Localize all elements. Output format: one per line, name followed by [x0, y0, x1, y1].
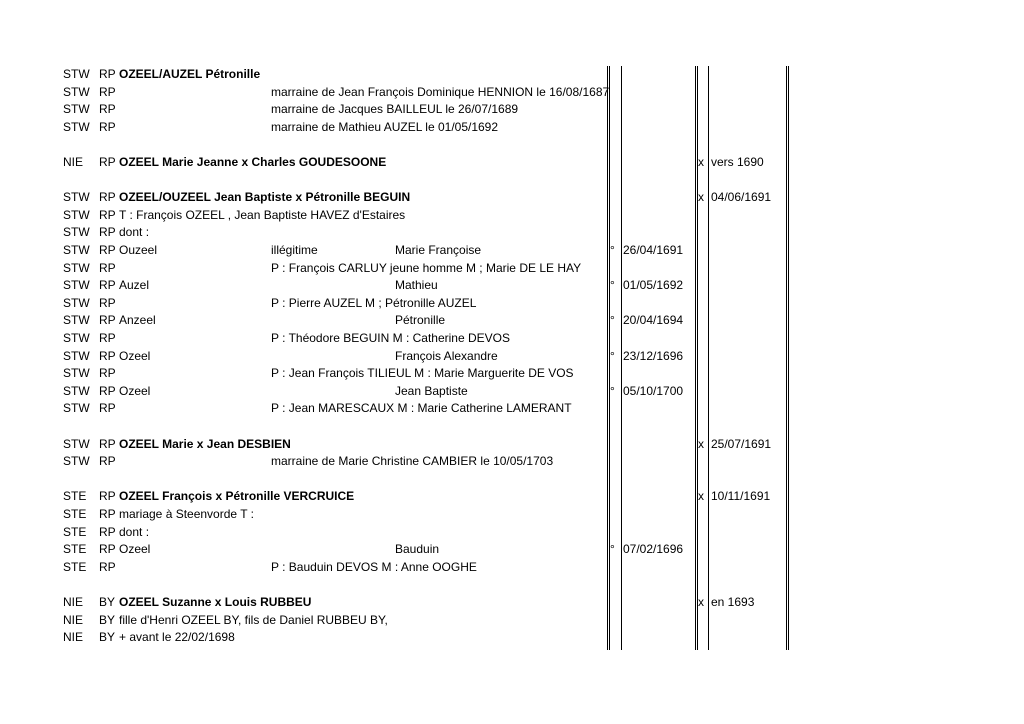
marriage-symbol: x	[698, 489, 704, 504]
record-name: Ouzeel	[119, 243, 158, 257]
record-row	[0, 418, 1024, 435]
record-row	[0, 207, 1024, 224]
marriage-symbol: x	[698, 436, 704, 451]
source-code: RP	[99, 278, 116, 293]
place-code: STW	[63, 366, 90, 381]
place-code: NIE	[63, 630, 84, 645]
record-row	[0, 330, 1024, 347]
place-code: STW	[63, 295, 90, 310]
source-code: RP	[99, 190, 116, 205]
record-row	[0, 295, 1024, 312]
first-name: Jean Baptiste	[395, 383, 468, 398]
source-code: RP	[99, 295, 116, 310]
source-code: RP	[99, 243, 116, 257]
record-row	[0, 172, 1024, 189]
record-detail: P : Jean MARESCAUX M : Marie Catherine LAMERANT	[271, 401, 572, 416]
record-row	[0, 506, 1024, 523]
first-name: Mathieu	[395, 278, 438, 293]
record-row	[0, 84, 1024, 101]
first-name: Bauduin	[395, 542, 440, 557]
record-name: Ozeel	[119, 383, 151, 398]
place-code: STW	[63, 102, 90, 117]
record-row	[0, 119, 1024, 136]
record-row	[0, 101, 1024, 118]
record-row	[0, 277, 1024, 294]
source-code: RP	[99, 524, 116, 539]
place-code: STW	[63, 454, 90, 469]
source-code: RP	[99, 507, 116, 521]
birth-date: 01/05/1692	[623, 278, 684, 293]
marriage-date: 25/07/1691	[711, 436, 772, 451]
place-code: STW	[63, 348, 90, 363]
source-code: RP	[99, 348, 116, 363]
first-name: Pétronille	[395, 313, 446, 328]
birth-symbol: °	[610, 243, 615, 257]
place-code: STW	[63, 243, 90, 257]
record-row	[0, 594, 1024, 611]
place-code: NIE	[63, 612, 84, 627]
record-name: OZEEL/OUZEEL Jean Baptiste x Pétronille BEGUIN	[119, 190, 411, 205]
source-code: RP	[99, 102, 116, 117]
source-code: RP	[99, 489, 116, 504]
source-code: RP	[99, 401, 116, 416]
record-row	[0, 224, 1024, 241]
place-code: STW	[63, 278, 90, 293]
record-name: T : François OZEEL , Jean Baptiste HAVEZ d'Estaires	[119, 207, 406, 222]
record-detail: P : Théodore BEGUIN M : Catherine DEVOS	[271, 331, 510, 345]
place-code: STW	[63, 207, 90, 222]
birth-symbol: °	[610, 542, 615, 557]
record-name: OZEEL Suzanne x Louis RUBBEU	[119, 595, 312, 609]
birth-date: 20/04/1694	[623, 313, 684, 328]
place-code: STW	[63, 383, 90, 398]
record-row	[0, 541, 1024, 558]
first-name: François Alexandre	[395, 348, 498, 363]
source-code: RP	[99, 331, 116, 345]
record-name: OZEEL Marie x Jean DESBIEN	[119, 436, 291, 451]
place-code: STW	[63, 260, 90, 275]
source-code: RP	[99, 225, 116, 240]
record-row	[0, 436, 1024, 453]
place-code: STE	[63, 542, 87, 557]
source-code: RP	[99, 260, 116, 275]
record-name: Ozeel	[119, 348, 151, 363]
record-row	[0, 365, 1024, 382]
marriage-symbol: x	[698, 190, 704, 205]
first-name: Marie Françoise	[395, 243, 482, 257]
place-code: STW	[63, 401, 90, 416]
place-code: NIE	[63, 155, 84, 169]
source-code: RP	[99, 313, 116, 328]
source-code: RP	[99, 454, 116, 469]
record-row	[0, 66, 1024, 83]
birth-symbol: °	[610, 348, 615, 363]
record-name: mariage à Steenvorde T :	[119, 507, 254, 521]
source-code: BY	[99, 612, 116, 627]
record-name: Anzeel	[119, 313, 156, 328]
record-detail: illégitime	[271, 243, 318, 257]
place-code: STW	[63, 225, 90, 240]
record-name: Ozeel	[119, 542, 151, 557]
record-name: fille d'Henri OZEEL BY, fils de Daniel RUBBEU BY,	[119, 612, 388, 627]
record-row	[0, 136, 1024, 153]
birth-date: 23/12/1696	[623, 348, 684, 363]
place-code: STW	[63, 67, 90, 81]
record-row	[0, 348, 1024, 365]
birth-date: 07/02/1696	[623, 542, 684, 557]
record-row	[0, 524, 1024, 541]
source-code: RP	[99, 559, 116, 574]
marriage-date: 04/06/1691	[711, 190, 772, 205]
source-code: RP	[99, 119, 116, 134]
record-detail: marraine de Jean François Dominique HENNION le 16/08/1687	[271, 84, 610, 99]
record-row	[0, 612, 1024, 629]
place-code: STW	[63, 313, 90, 328]
place-code: STW	[63, 331, 90, 345]
source-code: RP	[99, 383, 116, 398]
record-name: Auzel	[119, 278, 150, 293]
record-detail: P : François CARLUY jeune homme M ; Marie DE LE HAY	[271, 260, 582, 275]
source-code: BY	[99, 595, 116, 609]
marriage-symbol: x	[698, 595, 704, 609]
birth-date: 26/04/1691	[623, 243, 684, 257]
birth-symbol: °	[610, 278, 615, 293]
record-detail: P : Jean François TILIEUL M : Marie Marguerite DE VOS	[271, 366, 574, 381]
source-code: RP	[99, 542, 116, 557]
place-code: STE	[63, 524, 87, 539]
marriage-symbol: x	[698, 155, 704, 169]
place-code: STW	[63, 190, 90, 205]
record-name: OZEEL Marie Jeanne x Charles GOUDESOONE	[119, 155, 387, 169]
place-code: STE	[63, 507, 87, 521]
source-code: RP	[99, 207, 116, 222]
record-row	[0, 242, 1024, 259]
birth-symbol: °	[610, 383, 615, 398]
birth-date: 05/10/1700	[623, 383, 684, 398]
record-detail: marraine de Jacques BAILLEUL le 26/07/1689	[271, 102, 519, 117]
source-code: RP	[99, 436, 116, 451]
record-detail: P : Bauduin DEVOS M : Anne OOGHE	[271, 559, 477, 574]
record-row	[0, 629, 1024, 646]
record-row	[0, 576, 1024, 593]
record-detail: marraine de Mathieu AUZEL le 01/05/1692	[271, 119, 499, 134]
record-row	[0, 400, 1024, 417]
marriage-date: 10/11/1691	[711, 489, 771, 504]
record-row	[0, 559, 1024, 576]
record-row	[0, 383, 1024, 400]
record-row	[0, 453, 1024, 470]
record-name: dont :	[119, 524, 150, 539]
record-name: + avant le 22/02/1698	[119, 630, 235, 645]
source-code: RP	[99, 155, 116, 169]
record-detail: marraine de Marie Christine CAMBIER le 10/05/1703	[271, 454, 554, 469]
source-code: RP	[99, 84, 116, 99]
source-code: RP	[99, 67, 116, 81]
place-code: STE	[63, 559, 87, 574]
record-row	[0, 312, 1024, 329]
source-code: RP	[99, 366, 116, 381]
record-row	[0, 189, 1024, 206]
place-code: STW	[63, 436, 90, 451]
record-detail: P : Pierre AUZEL M ; Pétronille AUZEL	[271, 295, 477, 310]
place-code: STW	[63, 119, 90, 134]
place-code: NIE	[63, 595, 84, 609]
marriage-date: en 1693	[711, 595, 755, 609]
marriage-date: vers 1690	[711, 155, 764, 169]
place-code: STW	[63, 84, 90, 99]
place-code: STE	[63, 489, 87, 504]
birth-symbol: °	[610, 313, 615, 328]
record-row	[0, 260, 1024, 277]
record-row	[0, 154, 1024, 171]
record-row	[0, 471, 1024, 488]
record-row	[0, 488, 1024, 505]
source-code: BY	[99, 630, 116, 645]
record-name: dont :	[119, 225, 150, 240]
record-name: OZEEL François x Pétronille VERCRUICE	[119, 489, 355, 504]
record-name: OZEEL/AUZEL Pétronille	[119, 67, 261, 81]
